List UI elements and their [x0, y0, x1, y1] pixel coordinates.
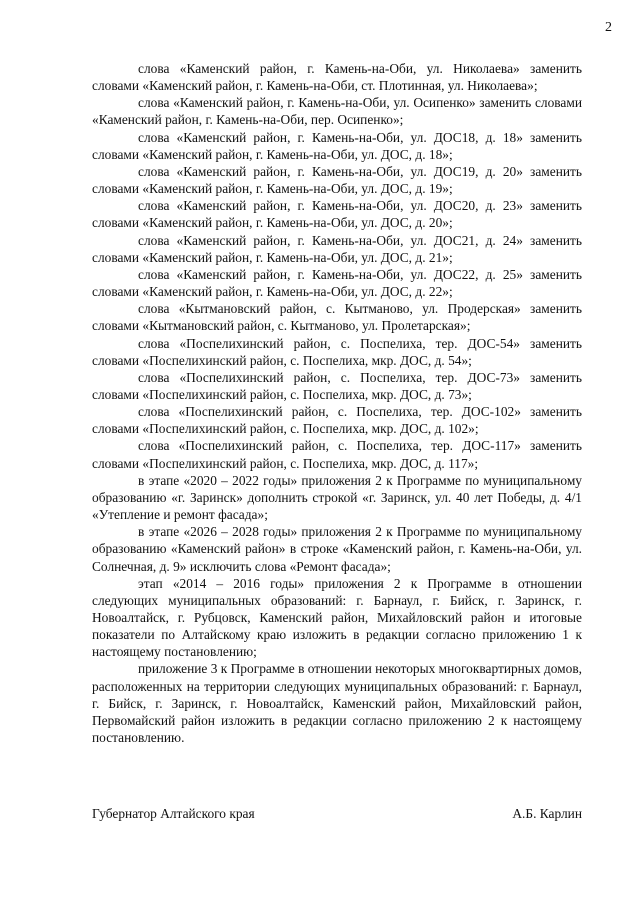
paragraph: слова «Поспелихинский район, с. Поспелиха, тер. ДОС-117» заменить словами «Поспелихинский район, с. Поспелиха, мкр. ДОС, д. 117»; — [92, 438, 582, 471]
paragraph: слова «Поспелихинский район, с. Поспелиха, тер. ДОС-102» заменить словами «Поспелихинский район, с. Поспелиха, мкр. ДОС, д. 102»; — [92, 404, 582, 437]
paragraph: слова «Кытмановский район, с. Кытманово, ул. Продерская» заменить словами «Кытмановский район, с. Кытманово, ул. Пролетарская»; — [92, 301, 582, 334]
paragraph: слова «Каменский район, г. Камень-на-Оби, ул. ДОС20, д. 23» заменить словами «Каменский район, г. Камень-на-Оби, ул. ДОС, д. 20»; — [92, 198, 582, 231]
paragraph: приложение 3 к Программе в отношении некоторых многоквартирных домов, расположенных на территории следующих муниципальных образований: г. Барнаул, г. Бийск, г. Заринск, г. Новоалтайск, Каменский район, Михайловский район, Первомайский район изложить в редакции согласно приложению 2 к настоящему постановлению. — [92, 661, 582, 746]
paragraph: слова «Каменский район, г. Камень-на-Оби, ул. ДОС19, д. 20» заменить словами «Каменский район, г. Камень-на-Оби, ул. ДОС, д. 19»; — [92, 163, 582, 197]
paragraph: в этапе «2020 – 2022 годы» приложения 2 к Программе по муниципальному образованию «г. Заринск» дополнить строкой «г. Заринск, ул. 40 лет Победы, д. 4/1 «Утепление и ремонт фасада»; — [92, 472, 582, 523]
paragraph: слова «Каменский район, г. Камень-на-Оби, ул. ДОС18, д. 18» заменить словами «Каменский район, г. Камень-на-Оби, ул. ДОС, д. 18»; — [92, 129, 582, 162]
signature-block — [92, 806, 582, 822]
page-number: 2 — [605, 20, 612, 35]
paragraph: в этапе «2026 – 2028 годы» приложения 2 к Программе по муниципальному образованию «Каменский район» в строке «Каменский район, г. Камень-на-Оби, ул. Солнечная, д. 9» исключить слова «Ремонт фасада»; — [92, 524, 582, 574]
paragraph: слова «Каменский район, г. Камень-на-Оби, ул. ДОС21, д. 24» заменить словами «Каменский район, г. Камень-на-Оби, ул. ДОС, д. 21»; — [92, 232, 582, 265]
paragraph: слова «Поспелихинский район, с. Поспелиха, тер. ДОС-54» заменить словами «Поспелихинский район, с. Поспелиха, мкр. ДОС, д. 54»; — [92, 335, 582, 368]
document-body — [92, 60, 582, 746]
paragraph: слова «Каменский район, г. Камень-на-Оби, ул. Николаева» заменить словами «Каменский район, г. Камень-на-Оби, ст. Плотинная, ул. Николаева»; — [92, 61, 582, 94]
paragraph: этап «2014 – 2016 годы» приложения 2 к Программе в отношении следующих муниципальных образований: г. Барнаул, г. Бийск, г. Заринск, г. Новоалтайск, г. Рубцовск, Каменский район, Михайловский район и итоговые показатели по Алтайскому краю изложить в редакции согласно приложению 1 к настоящему постановлению; — [92, 575, 582, 660]
paragraph: слова «Каменский район, г. Камень-на-Оби, ул. Осипенко» заменить словами «Каменский район, г. Камень-на-Оби, пер. Осипенко»; — [92, 95, 582, 128]
paragraph: слова «Каменский район, г. Камень-на-Оби, ул. ДОС22, д. 25» заменить словами «Каменский район, г. Камень-на-Оби, ул. ДОС, д. 22»; — [92, 266, 582, 300]
paragraph: слова «Поспелихинский район, с. Поспелиха, тер. ДОС-73» заменить словами «Поспелихинский район, с. Поспелиха, мкр. ДОС, д. 73»; — [92, 369, 582, 402]
signatory-position: Губернатор Алтайского края — [92, 806, 255, 821]
signatory-name: А.Б. Карлин — [512, 806, 582, 821]
